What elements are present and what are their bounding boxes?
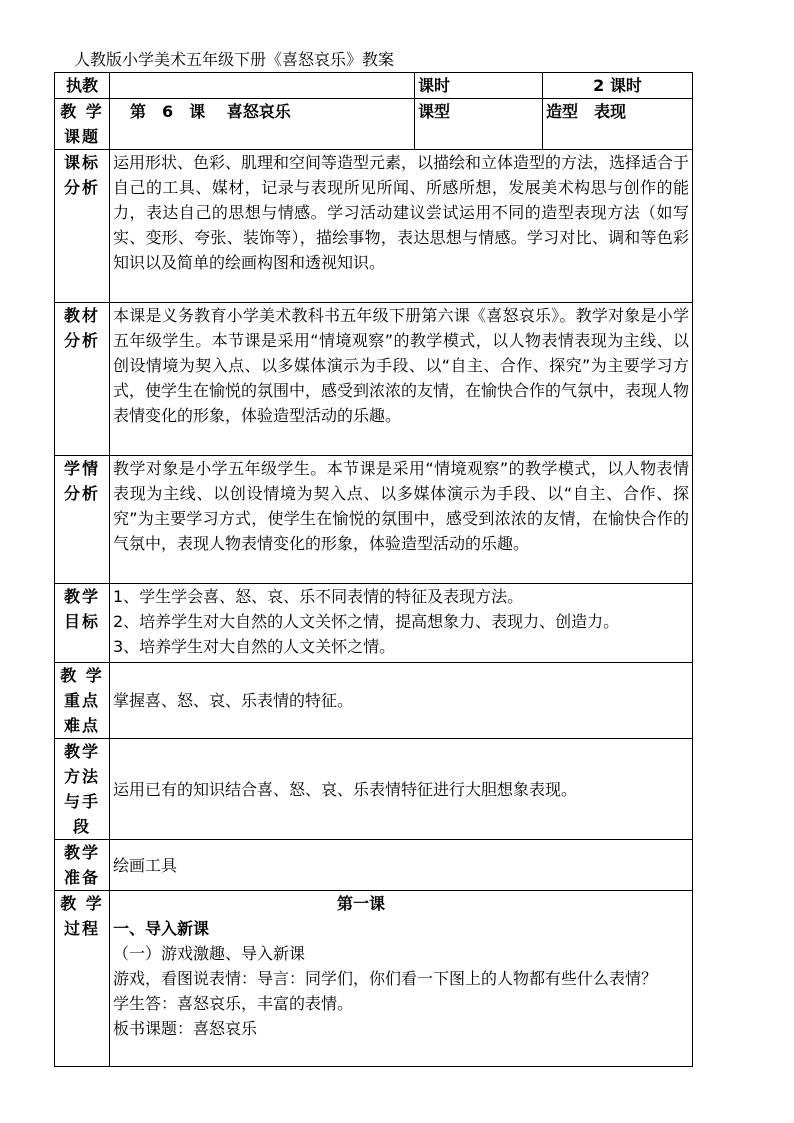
topic-label-line-1: 教 学 <box>60 102 104 121</box>
students-label-line-2: 分析 <box>63 484 100 503</box>
preparation-label-line-1: 教学 <box>63 843 100 862</box>
document-title: 人教版小学美术五年级下册《喜怒哀乐》教案 <box>74 50 395 69</box>
teacher-row <box>55 73 693 99</box>
process-line: 学生答：喜怒哀乐，丰富的表情。 <box>113 994 354 1013</box>
process-subheading: （一）游戏激趣、导入新课 <box>113 944 306 963</box>
type-value: 造型 表现 <box>543 99 693 150</box>
standards-label <box>55 150 110 303</box>
key-points-row <box>55 663 693 739</box>
process-line: 游戏，看图说表情：导言：同学们，你们看一下图上的人物都有些什么表情？ <box>113 969 658 988</box>
topic-value <box>110 99 415 150</box>
goal-item: 2、培养学生对大自然的人文关怀之情，提高想象力、表现力、创造力。 <box>113 612 620 631</box>
key-points-label-line-3: 难点 <box>63 716 100 735</box>
students-content: 教学对象是小学五年级学生。本节课是采用“情境观察”的教学模式，以人物表情表现为主线、以创设情境为契入点、以多媒体演示为手段、以“自主、合作、探究”为主要学习方式，使学生在愉悦的氛围中，感受到浓浓的友情，在愉快合作的气氛中，表现人物表情变化的形象，体验造型活动的乐趣。 <box>110 456 693 584</box>
methods-label-line-1: 教学 <box>63 742 100 761</box>
teacher-label: 执教 <box>55 73 110 99</box>
goal-item: 3、培养学生对大自然的人文关怀之情。 <box>113 637 396 656</box>
teacher-value <box>110 73 415 99</box>
topic-label <box>55 99 110 150</box>
preparation-label-line-2: 准备 <box>63 868 100 887</box>
preparation-content: 绘画工具 <box>110 840 693 891</box>
process-label-line-2: 过程 <box>63 919 100 938</box>
key-points-content: 掌握喜、怒、哀、乐表情的特征。 <box>110 663 693 739</box>
methods-label-line-3: 与手 <box>63 792 100 811</box>
goals-label <box>55 584 110 663</box>
textbook-label-line-2: 分析 <box>63 331 100 350</box>
standards-label-line-2: 分析 <box>63 178 100 197</box>
textbook-content: 本课是义务教育小学美术教科书五年级下册第六课《喜怒哀乐》。教学对象是小学五年级学生。本节课是采用“情境观察”的教学模式，以人物表情表现为主线、以创设情境为契入点、以多媒体演示为手段、以“自主、合作、探究”为主要学习方式，使学生在愉悦的氛围中，感受到浓浓的友情，在愉快合作的气氛中，表现人物表情变化的形象，体验造型活动的乐趣。 <box>110 303 693 456</box>
topic-value-text: 第 6 课 喜怒哀乐 <box>130 102 291 121</box>
goals-label-line-2: 目标 <box>63 612 100 631</box>
process-row <box>55 891 693 1067</box>
goals-row <box>55 584 693 663</box>
methods-label <box>55 739 110 840</box>
standards-label-line-1: 课标 <box>63 153 100 172</box>
preparation-label <box>55 840 110 891</box>
students-label <box>55 456 110 584</box>
goals-content <box>110 584 693 663</box>
hours-label: 课时 <box>415 73 543 99</box>
goal-item: 1、学生学会喜、怒、哀、乐不同表情的特征及表现方法。 <box>113 587 524 606</box>
textbook-label-line-1: 教材 <box>63 306 100 325</box>
students-row <box>55 456 693 584</box>
methods-content: 运用已有的知识结合喜、怒、哀、乐表情特征进行大胆想象表现。 <box>110 739 693 840</box>
preparation-row <box>55 840 693 891</box>
topic-label-line-2: 课题 <box>63 127 100 146</box>
key-points-label-line-1: 教 学 <box>60 666 104 685</box>
textbook-label <box>55 303 110 456</box>
process-heading: 一、导入新课 <box>113 919 210 938</box>
lesson-title: 第一课 <box>336 894 385 913</box>
hours-value: 2 课时 <box>543 73 693 99</box>
methods-row <box>55 739 693 840</box>
topic-row <box>55 99 693 150</box>
process-label <box>55 891 110 1067</box>
key-points-label <box>55 663 110 739</box>
process-content <box>110 891 693 1067</box>
process-line: 板书课题：喜怒哀乐 <box>113 1019 258 1038</box>
textbook-row <box>55 303 693 456</box>
goals-label-line-1: 教学 <box>63 587 100 606</box>
methods-label-line-2: 方法 <box>63 767 100 786</box>
standards-content: 运用形状、色彩、肌理和空间等造型元素，以描绘和立体造型的方法，选择适合于自己的工具、媒材，记录与表现所见所闻、所感所想，发展美术构思与创作的能力，表达自己的思想与情感。学习活动建议尝试运用不同的造型表现方法（如写实、变形、夸张、装饰等），描绘事物，表达思想与情感。学习对比、调和等色彩知识以及简单的绘画构图和透视知识。 <box>110 150 693 303</box>
key-points-label-line-2: 重点 <box>63 691 100 710</box>
type-label: 课型 <box>415 99 543 150</box>
students-label-line-1: 学情 <box>63 459 100 478</box>
lesson-plan-table <box>54 72 693 1067</box>
process-label-line-1: 教 学 <box>60 894 104 913</box>
methods-label-line-4: 段 <box>72 817 91 836</box>
standards-row <box>55 150 693 303</box>
